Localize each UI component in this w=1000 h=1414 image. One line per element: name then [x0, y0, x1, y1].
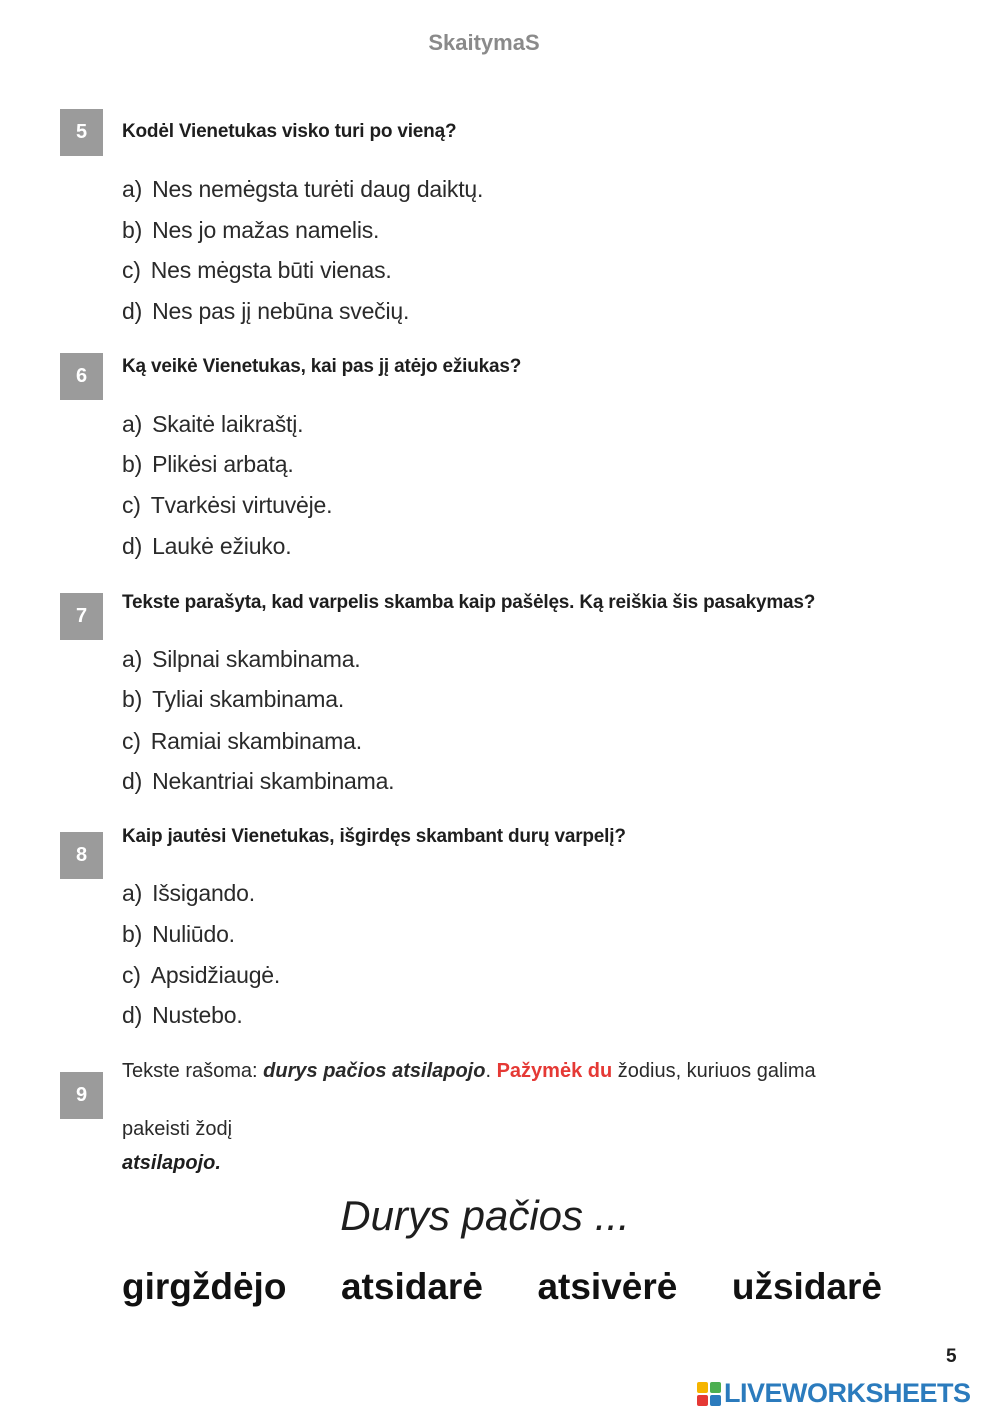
option-letter: b)	[122, 921, 143, 947]
word-choices	[122, 1266, 882, 1308]
option-text: Nes jo mažas namelis.	[152, 217, 380, 243]
option-text: Tyliai skambinama.	[152, 686, 345, 712]
option-letter: a)	[122, 646, 143, 672]
option-text: Nes pas jį nebūna svečių.	[152, 298, 410, 324]
option-letter: b)	[122, 217, 143, 243]
option-text: Nes mėgsta būti vienas.	[150, 257, 392, 283]
question-number-6: 6	[60, 353, 103, 400]
logo-blocks-icon	[697, 1382, 721, 1406]
option-7d[interactable]	[122, 768, 394, 795]
option-text: Skaitė laikraštį.	[152, 411, 304, 437]
question-text-8: Kaip jautėsi Vienetukas, išgirdęs skambant durų varpelį?	[122, 826, 626, 847]
liveworksheets-logo	[697, 1378, 971, 1409]
question-number-9: 9	[60, 1072, 103, 1119]
option-7c[interactable]	[122, 728, 362, 755]
option-letter: a)	[122, 880, 143, 906]
word-choice-1[interactable]: girgždėjo	[122, 1266, 287, 1307]
option-letter: c)	[122, 728, 141, 754]
logo-block	[710, 1395, 721, 1406]
question-number-8: 8	[60, 832, 103, 879]
option-text: Laukė ežiuko.	[152, 533, 292, 559]
option-5d[interactable]	[122, 298, 409, 325]
option-letter: d)	[122, 298, 143, 324]
page-title: SkaitymaS	[428, 30, 540, 55]
word-choice-2[interactable]: atsidarė	[340, 1266, 483, 1307]
option-letter: b)	[122, 451, 143, 477]
option-letter: d)	[122, 768, 143, 794]
option-7a[interactable]	[122, 646, 360, 673]
option-7b[interactable]	[122, 686, 344, 713]
option-text: Išsigando.	[152, 880, 255, 906]
q9-instruction: Pažymėk du	[496, 1060, 613, 1082]
q9-prefix: Tekste rašoma:	[122, 1060, 264, 1082]
sentence-stem: Durys pačios ...	[340, 1192, 630, 1239]
option-text: Apsidžiaugė.	[150, 962, 281, 988]
option-text: Plikėsi arbatą.	[152, 451, 294, 477]
option-letter: c)	[122, 492, 141, 518]
option-5a[interactable]	[122, 176, 483, 203]
option-6a[interactable]	[122, 411, 303, 438]
question-number-7: 7	[60, 593, 103, 640]
logo-block	[697, 1395, 708, 1406]
option-8d[interactable]	[122, 1002, 243, 1029]
logo-block	[710, 1382, 721, 1393]
q9-line2: pakeisti žodį	[122, 1118, 233, 1140]
option-text: Nustebo.	[152, 1002, 243, 1028]
question-text-9	[122, 1060, 816, 1083]
option-letter: a)	[122, 411, 143, 437]
option-5b[interactable]	[122, 217, 379, 244]
word-choice-3[interactable]: atsivėrė	[537, 1266, 678, 1307]
question-number-5: 5	[60, 109, 103, 156]
option-letter: b)	[122, 686, 143, 712]
option-text: Ramiai skambinama.	[150, 728, 362, 754]
option-text: Silpnai skambinama.	[152, 646, 361, 672]
q9-period: .	[485, 1060, 497, 1082]
logo-block	[697, 1382, 708, 1393]
option-8a[interactable]	[122, 880, 255, 907]
page-number: 5	[946, 1346, 957, 1367]
question-text-7: Tekste parašyta, kad varpelis skamba kaip pašėlęs. Ką reiškia šis pasakymas?	[122, 592, 816, 613]
option-6d[interactable]	[122, 533, 291, 560]
question-text-6: Ką veikė Vienetukas, kai pas jį atėjo ežiukas?	[122, 356, 522, 377]
option-letter: d)	[122, 533, 143, 559]
logo-text: LIVEWORKSHEETS	[724, 1378, 971, 1408]
q9-target-word: atsilapojo.	[122, 1152, 221, 1174]
option-8c[interactable]	[122, 962, 280, 989]
option-letter: c)	[122, 257, 141, 283]
q9-quote: durys pačios atsilapojo	[263, 1060, 486, 1082]
option-6c[interactable]	[122, 492, 332, 519]
option-text: Nuliūdo.	[152, 921, 235, 947]
option-letter: d)	[122, 1002, 143, 1028]
option-8b[interactable]	[122, 921, 235, 948]
option-text: Tvarkėsi virtuvėje.	[150, 492, 333, 518]
option-5c[interactable]	[122, 257, 392, 284]
question-text-5: Kodėl Vienetukas visko turi po vieną?	[122, 121, 457, 142]
option-text: Nes nemėgsta turėti daug daiktų.	[152, 176, 484, 202]
option-letter: a)	[122, 176, 143, 202]
option-letter: c)	[122, 962, 141, 988]
option-6b[interactable]	[122, 451, 294, 478]
q9-suffix: žodius, kuriuos galima	[612, 1060, 816, 1082]
option-text: Nekantriai skambinama.	[152, 768, 395, 794]
word-choice-4[interactable]: užsidarė	[731, 1266, 882, 1307]
